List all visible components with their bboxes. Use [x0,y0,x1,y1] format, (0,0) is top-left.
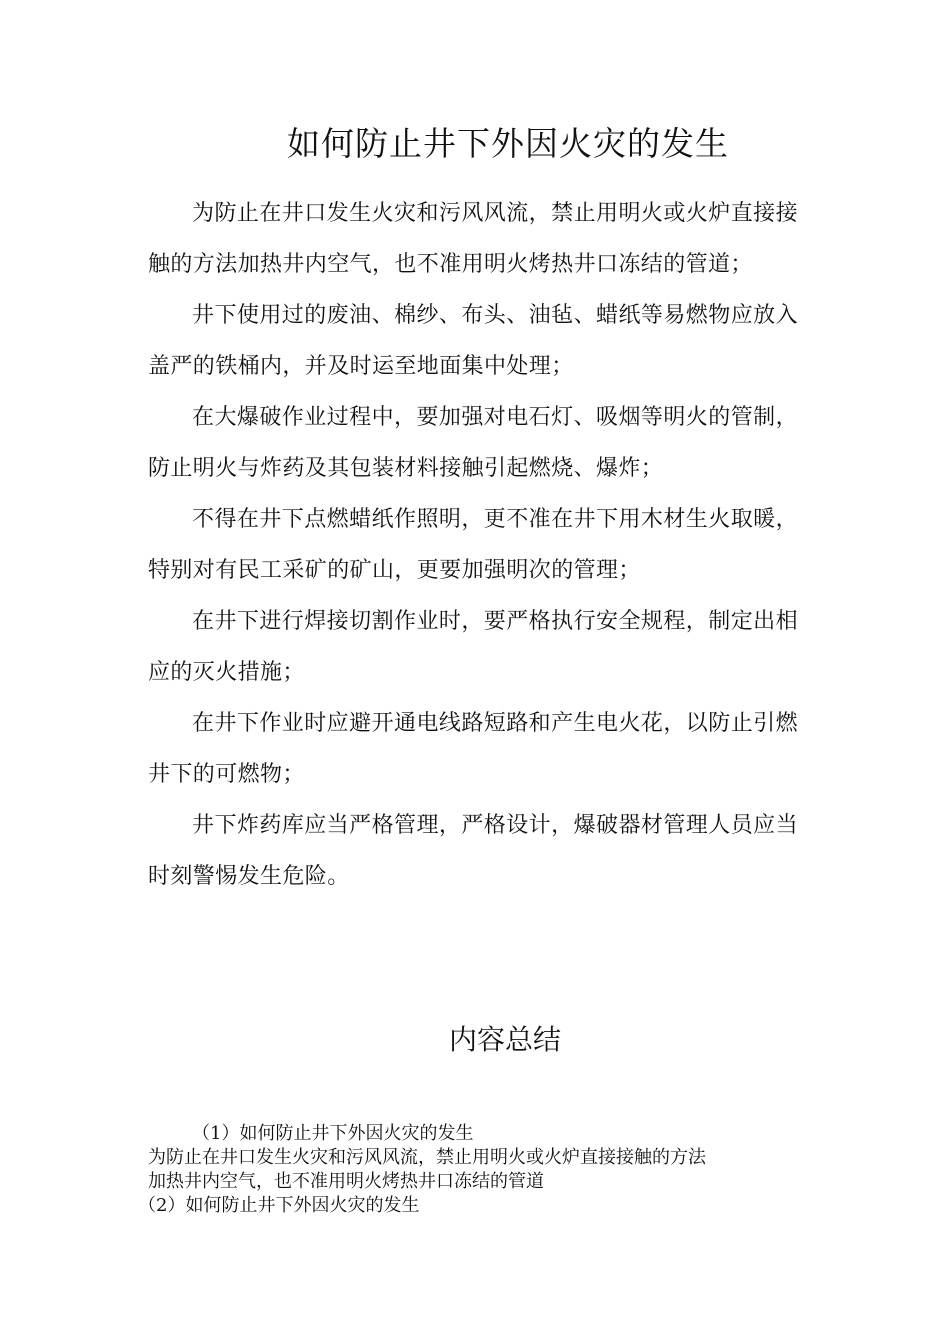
document-body [148,188,798,902]
summary-line: （2）如何防止井下外因火灾的发生 [138,1195,420,1216]
summary-line: 为防止在井口发生火灾和污风风流，禁止用明火或火炉直接接触的方法 [148,1147,706,1168]
paragraph: 为防止在井口发生火灾和污风风流，禁止用明火或火炉直接接触的方法加热井内空气，也不准用明火烤热井口冻结的管道； [148,201,798,277]
paragraph: 井下使用过的废油、棉纱、布头、油毡、蜡纸等易燃物应放入盖严的铁桶内，并及时运至地面集中处理； [148,303,798,379]
summary-block [138,1122,808,1218]
paragraph: 井下炸药库应当严格管理，严格设计，爆破器材管理人员应当时刻警惕发生危险。 [148,813,798,889]
document-title: 如何防止井下外因火灾的发生 [287,124,729,163]
paragraph: 在井下作业时应避开通电线路短路和产生电火花，以防止引燃井下的可燃物； [148,711,798,787]
paragraph: 在井下进行焊接切割作业时，要严格执行安全规程，制定出相应的灭火措施； [148,609,798,685]
summary-line: （1）如何防止井下外因火灾的发生 [192,1123,474,1144]
paragraph: 不得在井下点燃蜡纸作照明，更不准在井下用木材生火取暖，特别对有民工采矿的矿山，更要加强明次的管理； [148,507,798,583]
summary-title: 内容总结 [448,1023,561,1056]
paragraph: 在大爆破作业过程中，要加强对电石灯、吸烟等明火的管制，防止明火与炸药及其包装材料接触引起燃烧、爆炸； [148,405,798,481]
summary-line: 加热井内空气，也不准用明火烤热井口冻结的管道 [148,1171,544,1192]
